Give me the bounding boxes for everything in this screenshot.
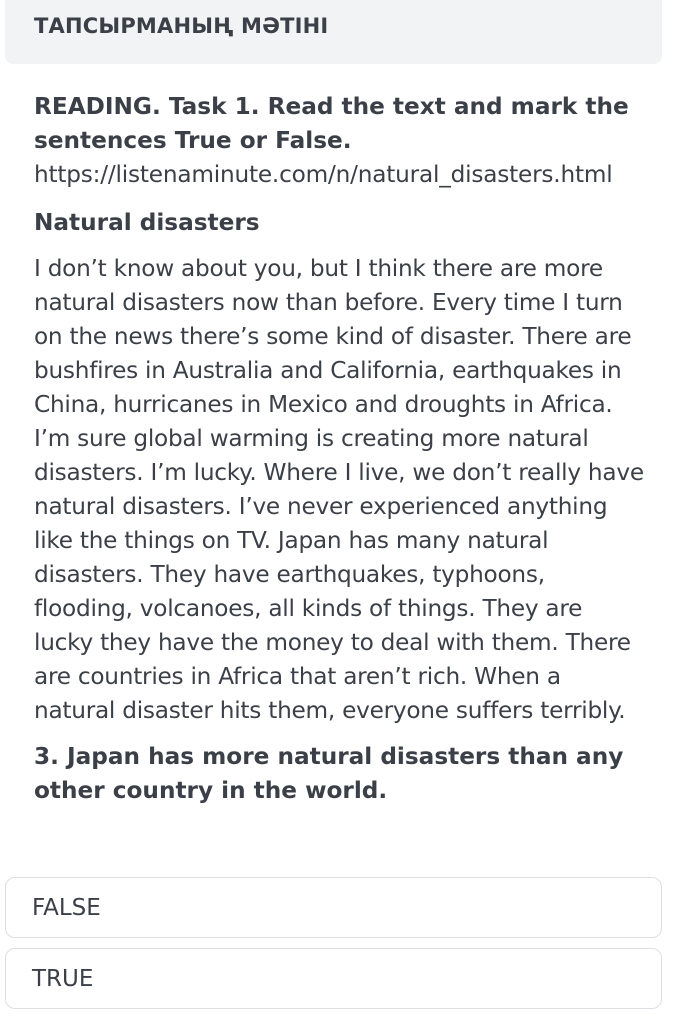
- answer-option-label: FALSE: [32, 895, 101, 921]
- task-heading: READING. Task 1. Read the text and mark the sentences True or False.: [34, 93, 629, 154]
- text-title: Natural disasters: [34, 209, 260, 236]
- task-source-link[interactable]: https://listenaminute.com/n/natural_disasters.html: [34, 161, 613, 188]
- task-content: [34, 90, 644, 808]
- task-text-header: [5, 0, 662, 64]
- question-text: 3. Japan has more natural disasters than any other country in the world.: [34, 743, 624, 804]
- answer-option-false[interactable]: [5, 877, 662, 938]
- answer-option-true[interactable]: [5, 948, 662, 1009]
- reading-text: I don’t know about you, but I think there are more natural disasters now than before. Every time I turn on the news there’s some kind of disaster. There are bushfires in Australia and California, earthquakes in China, hurricanes in Mexico and droughts in Africa. I’m sure global warming is creating more natural disasters. I’m lucky. Where I live, we don’t really have natural disasters. I’ve never experienced anything like the things on TV. Japan has many natural disasters. They have earthquakes, typhoons, flooding, volcanoes, all kinds of things. They are lucky they have the money to deal with them. There are countries in Africa that aren’t rich. When a natural disaster hits them, everyone suffers terribly.: [34, 255, 644, 724]
- answer-option-label: TRUE: [32, 966, 94, 992]
- header-title: ТАПСЫРМАНЫҢ МӘТІНІ: [34, 14, 329, 38]
